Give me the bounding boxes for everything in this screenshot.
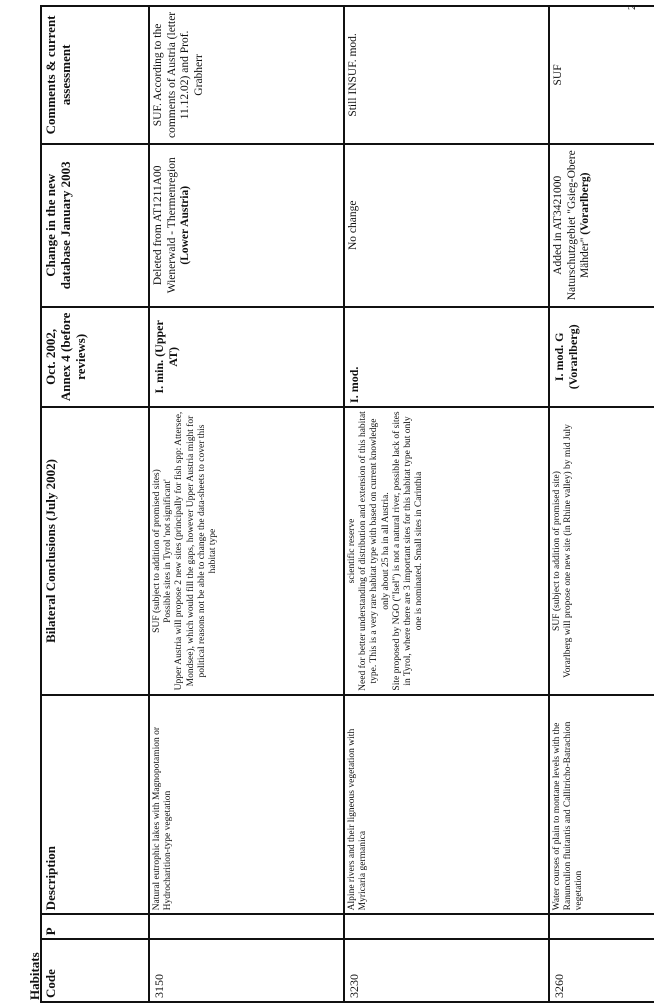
row-p (549, 914, 654, 939)
change-text: Added in AT3421000 Naturschutzgebiet "Gsieg-Obere Mähder" (552, 150, 592, 301)
row-code: 3260 (549, 939, 654, 1002)
row-change (549, 144, 654, 307)
row-comments: SUF (549, 6, 654, 144)
header-change: Change in the new database January 2003 (41, 144, 149, 307)
row-code: 3230 (344, 939, 549, 1002)
header-conclusions: Bilateral Conclusions (July 2002) (41, 407, 149, 695)
row-change (149, 144, 344, 307)
row-description: Water courses of plain to montane levels with the Ranunculion fluitantis and Callitricho-Batrachion vegetation (549, 695, 654, 914)
row-comments: SUF. According to the comments of Austria (letter 11.12.02) and Prof. Grabherr (149, 6, 344, 144)
change-text: No change (347, 200, 359, 251)
row-change (344, 144, 549, 307)
conclusion-line: scientific reserve (347, 518, 357, 584)
table-row (149, 6, 344, 1002)
conclusion-line: Vorarlberg will propose one new site (in Rhine valley) by mid July (563, 424, 574, 678)
table-row (344, 6, 549, 1002)
row-comments: Still INSUF. mod. (344, 6, 549, 144)
conclusion-line: Possible sites in Tyrol 'not significant' (163, 479, 174, 623)
header-p: P (41, 914, 149, 939)
row-p (344, 914, 549, 939)
habitats-table (40, 5, 654, 1003)
row-oct: I. mod. G (Vorarlberg) (549, 307, 654, 407)
row-code: 3150 (149, 939, 344, 1002)
header-oct: Oct. 2002, Annex 4 (before reviews) (41, 307, 149, 407)
header-code: Code (41, 939, 149, 1002)
row-oct: I. mod. (344, 307, 549, 407)
row-description: Natural eutrophic lakes with Magnopotamion or Hydrocharition-type vegetation (149, 695, 344, 914)
header-row (41, 6, 149, 1002)
row-conclusions (149, 407, 344, 695)
change-region: (Vorarlberg) (579, 172, 592, 235)
row-description: Alpine rivers and their ligneous vegetation with Myricaria germanica (344, 695, 549, 914)
conclusion-line: SUF (subject to addition of promised sites) (152, 469, 162, 633)
conclusion-line: Upper Austria will propose 2 new sites (principally for fish spp: Attersee, Mondsee), which would fill the gaps, however Upper Austria might for political reasons not be able to change the data-sheets to cover this habitat type (174, 411, 219, 691)
change-region: (Lower Austria) (179, 185, 192, 265)
row-conclusions (344, 407, 549, 695)
page-number: 2 (626, 4, 638, 10)
header-description: Description (41, 695, 149, 914)
conclusion-line: SUF (subject to addition of promised site) (552, 471, 562, 631)
row-oct: I. min. (Upper AT) (149, 307, 344, 407)
row-conclusions (549, 407, 654, 695)
row-p (149, 914, 344, 939)
conclusion-line: Site proposed by NGO ("Isel") is not a natural river, possible lack of sites in Tyrol, where there are 3 important sites for this habitat type but only one is nominated. Small sites in Carinthia (391, 411, 425, 691)
section-title: Habitats (27, 952, 42, 1000)
change-text: Deleted from AT1211A00 Wienerwald - Thermenregion (152, 157, 178, 294)
conclusion-line: Need for better understanding of distribution and extension of this habitat type. This is a very rare habitat type with based on current knowledge only about 25 ha in all Austria. (358, 411, 391, 691)
header-comments: Comments & current assessment (41, 6, 149, 144)
table-row (549, 6, 654, 1002)
